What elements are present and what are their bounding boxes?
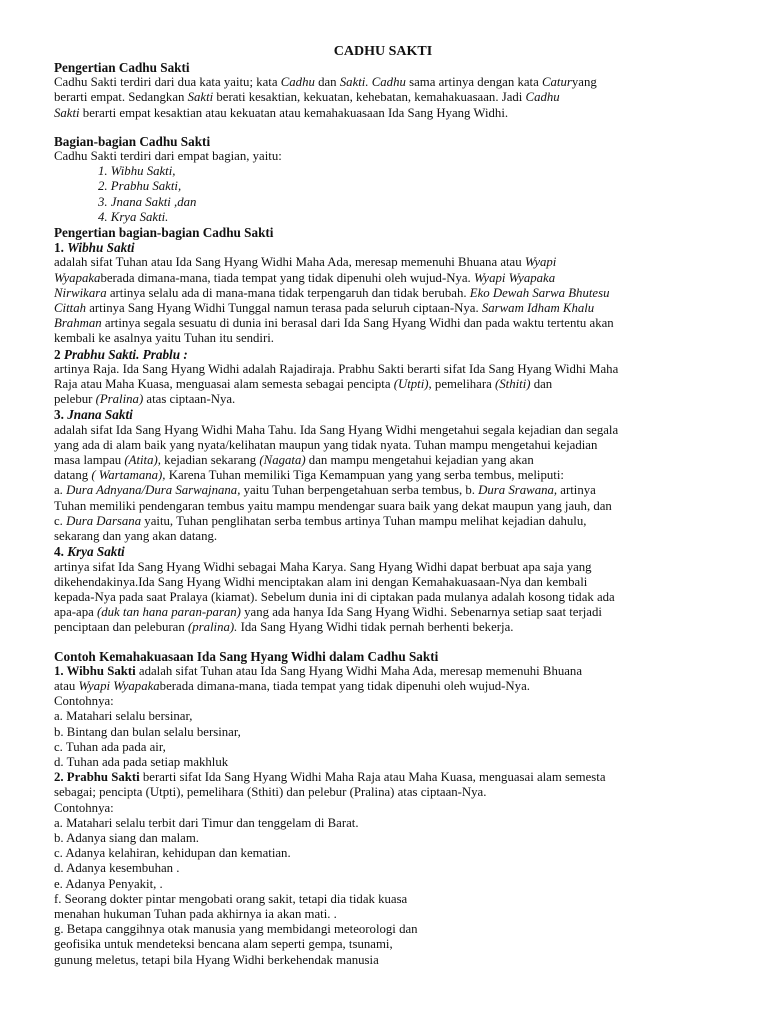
text-run: Wibhu Sakti [67,240,135,256]
text-run: Karena Tuhan memiliki Tiga Kemampuan yang yang serba tembus, meliputi: [165,468,564,483]
text-run: Ida Sang Hyang Widhi tidak pernah berhenti bekerja. [237,620,514,635]
text-run: Cittah [54,301,86,316]
contoh-item: geofisika untuk mendeteksi bencana alam seperti gempa, tsunami, [54,937,393,952]
subheading-prabhu [54,347,712,362]
text-run: yaitu, Tuhan penglihatan serba tembus artinya Tuhan mampu melihat kejadian dahulu, [141,513,587,528]
text-run: kejadian sekarang [160,453,260,468]
text-run: Raja atau Maha Kuasa, menguasai alam semesta sebagai pencipta [54,377,394,392]
text-run: artinya [557,483,596,498]
text-run: Prabhu Sakti. Prablu : [63,346,188,362]
text-run: yang ada hanya Ida Sang Hyang Widhi. Sebenarnya setiap saat terjadi [240,605,602,620]
wibhu-line-6: kembali ke asalnya yaitu Tuhan itu sendiri. [54,331,275,346]
bagian-intro: Cadhu Sakti terdiri dari empat bagian, yaitu: [54,149,282,164]
text-run: berarti sifat Ida Sang Hyang Widhi Maha Raja atau Maha Kuasa, menguasai alam semesta [139,770,606,785]
document-title: CADHU SAKTI [333,44,433,59]
text-run: Jnana Sakti [67,407,133,423]
contohnya-label: Contohnya: [54,800,114,815]
contoh-prabhu-line-2: sebagai; pencipta (Utpti), pemelihara (Sthiti) dan pelebur (Pralina) atas ciptaan-Nya. [54,785,487,800]
text-run: 1. Wibhu Sakti [54,663,136,678]
krya-line-3: kepada-Nya pada saat Pralaya (kiamat). Sebelum dunia ini di ciptakan pada mulanya adalah kosong tidak ada [54,589,615,604]
text-run: yang [571,75,597,90]
pengertian-line-3 [54,106,712,121]
text-run: Sakti [187,90,214,105]
jnana-line-6: Tuhan memiliki pendengaran tembus yaitu mampu mendengar suara baik yang dekat maupun yang jauh, dan [54,498,612,513]
text-run: datang [54,468,92,483]
text-run: Dura Adnyana/Dura Sarwajnana, [66,483,241,498]
text-run: dan mampu mengetahui kejadian yang akan [305,453,534,468]
text-run: Sakti. Cadhu [339,75,406,90]
pengertian-line-2 [54,90,712,105]
text-run: Sarwam Idham Khalu [481,301,595,316]
prabhu-line-2 [54,377,712,392]
text-run: yaitu Tuhan berpengetahuan serba tembus, b. [240,483,479,498]
bagian-item: 3. Jnana Sakti ,dan [98,194,197,209]
text-run: Wyapi Wyapaka [78,678,160,693]
text-run: 2 [54,346,64,362]
text-run: 3. [54,407,68,423]
contoh-wibhu-line-2 [54,679,712,694]
text-run: Nirwikara [54,285,107,300]
text-run: (Utpti), [393,377,432,392]
text-run: masa lampau [54,453,125,468]
contoh-item: gunung meletus, tetapi bila Hyang Widhi berkehendak manusia [54,952,379,967]
contoh-item: f. Seorang dokter pintar mengobati orang sakit, tetapi dia tidak kuasa [54,891,408,906]
heading-bagian: Bagian-bagian Cadhu Sakti [54,133,211,149]
text-run: berada dimana-mana, tiada tempat yang tidak dipenuhi oleh wujud-Nya. [159,678,530,693]
text-run: (Pralina) [95,392,144,407]
heading-pengertian: Pengertian Cadhu Sakti [54,60,190,75]
contoh-item: a. Matahari selalu bersinar, [54,709,193,724]
text-run: berarti empat. Sedangkan [54,90,188,105]
subheading-wibhu [54,240,712,255]
wibhu-line-2 [54,271,712,286]
text-run: Krya Sakti [67,544,125,560]
text-run: 4. [54,544,68,560]
wibhu-line-1 [54,255,712,270]
text-run: (Atita), [124,453,161,468]
contoh-item: d. Adanya kesembuhan . [54,861,180,876]
contoh-item: c. Adanya kelahiran, kehidupan dan kematian. [54,846,291,861]
contoh-item: a. Matahari selalu terbit dari Timur dan tenggelam di Barat. [54,815,359,830]
wibhu-line-5 [54,316,712,331]
text-run: Dura Srawana, [478,483,558,498]
text-run: (Nagata) [259,453,306,468]
text-run: 2. Prabhu Sakti [54,770,140,785]
text-run: Wyapi Wyapaka [473,270,556,285]
jnana-line-5 [54,483,712,498]
spacer [54,636,712,649]
text-run: berada dimana-mana, tiada tempat yang tidak dipenuhi oleh wujud-Nya. [100,270,474,285]
pengertian-line-1 [54,75,712,90]
text-run: berati kesaktian, kekuatan, kehebatan, kemahakuasaan. Jadi [213,90,526,105]
text-run: pelebur [54,392,96,407]
wibhu-line-3 [54,286,712,301]
subheading-jnana [54,407,712,422]
contoh-wibhu-line-1 [54,664,712,679]
jnana-line-3 [54,453,712,468]
krya-line-2: dikehendakinya.Ida Sang Hyang Widhi menciptakan alam ini dengan Kemahakuasaan-Nya dan kembali [54,574,588,589]
text-run: Cadhu Sakti terdiri dari dua kata yaitu; kata [54,75,281,90]
heading-contoh: Contoh Kemahakuasaan Ida Sang Hyang Widhi dalam Cadhu Sakti [54,648,439,664]
contoh-item: b. Bintang dan bulan selalu bersinar, [54,724,241,739]
bagian-item: 1. Wibhu Sakti, [98,164,176,179]
jnana-line-7 [54,514,712,529]
krya-line-1: artinya sifat Ida Sang Hyang Widhi sebagai Maha Karya. Sang Hyang Widhi dapat berbuat apa saja yang [54,559,592,574]
text-run: sama artinya dengan kata [405,75,542,90]
text-run: Catur [541,75,572,90]
text-run: artinya segala sesuatu di dunia ini berasal dari Ida Sang Hyang Widhi dan pada waktu tertentu akan [101,316,614,331]
contoh-item: e. Adanya Penyakit, . [54,876,163,891]
krya-line-4 [54,605,712,620]
contoh-item: c. Tuhan ada pada air, [54,739,166,754]
subheading-krya [54,544,712,559]
text-run: pemelihara [431,377,495,392]
text-run: atau [54,678,79,693]
contoh-prabhu-line-1 [54,770,712,785]
text-run: Wyapi [524,255,557,270]
bagian-item: 4. Krya Sakti. [98,209,169,224]
text-run: penciptaan dan peleburan [54,620,188,635]
text-run: adalah sifat Tuhan atau Ida Sang Hyang Widhi Maha Ada, meresap memenuhi Bhuana atau [54,255,525,270]
text-run: (pralina). [187,620,238,635]
jnana-line-4 [54,468,712,483]
jnana-line-1: adalah sifat Ida Sang Hyang Widhi Maha Tahu. Ida Sang Hyang Widhi mengetahui segala kejadian dan segala [54,422,619,437]
text-run: berarti empat kesaktian atau kekuatan atau kemahakuasaan Ida Sang Hyang Widhi. [79,105,509,120]
text-run: Brahman [54,316,102,331]
text-run: Wyapaka [54,270,101,285]
heading-pengertian-bagian: Pengertian bagian-bagian Cadhu Sakti [54,225,274,241]
text-run: Dura Darsana [66,513,142,528]
text-run: (duk tan hana paran-paran) [96,605,241,620]
wibhu-line-4 [54,301,712,316]
text-run: Sakti [54,105,80,120]
contohnya-label: Contohnya: [54,694,114,709]
text-run: artinya Sang Hyang Widhi Tunggal namun terasa pada seluruh ciptaan-Nya. [86,301,482,316]
prabhu-line-3 [54,392,712,407]
text-run: dan [314,75,340,90]
contoh-item: b. Adanya siang dan malam. [54,830,199,845]
text-run: apa-apa [54,605,97,620]
spacer [54,121,712,134]
text-run: ( Wartamana), [91,468,166,483]
contoh-item: menahan hukuman Tuhan pada akhirnya ia akan mati. . [54,906,337,921]
text-run: artinya selalu ada di mana-mana tidak terpengaruh dan tidak berubah. [106,285,470,300]
text-run: Eko Dewah Sarwa Bhutesu [469,285,610,300]
krya-line-5 [54,620,712,635]
bagian-item: 2. Prabhu Sakti, [98,179,182,194]
text-run: (Sthiti) [494,377,531,392]
text-run: atas ciptaan-Nya. [143,392,236,407]
jnana-line-2: yang ada di alam baik yang nyata/kelihatan maupun yang tidak nyata. Tuhan mampu mengetahui kejadian [54,437,598,452]
text-run: adalah sifat Tuhan atau Ida Sang Hyang Widhi Maha Ada, meresap memenuhi Bhuana [135,663,583,678]
contoh-item: d. Tuhan ada pada setiap makhluk [54,754,229,769]
prabhu-line-1: artinya Raja. Ida Sang Hyang Widhi adalah Rajadiraja. Prabhu Sakti berarti sifat Ida Sang Hyang Widhi Maha [54,361,619,376]
text-run: c. [54,513,67,528]
text-run: a. [54,483,67,498]
text-run: dan [530,377,553,392]
text-run: Cadhu [280,75,315,90]
jnana-line-8: sekarang dan yang akan datang. [54,529,218,544]
text-run: 1. [54,240,68,256]
text-run: Cadhu [525,90,560,105]
contoh-item: g. Betapa canggihnya otak manusia yang membidangi meteorologi dan [54,922,418,937]
